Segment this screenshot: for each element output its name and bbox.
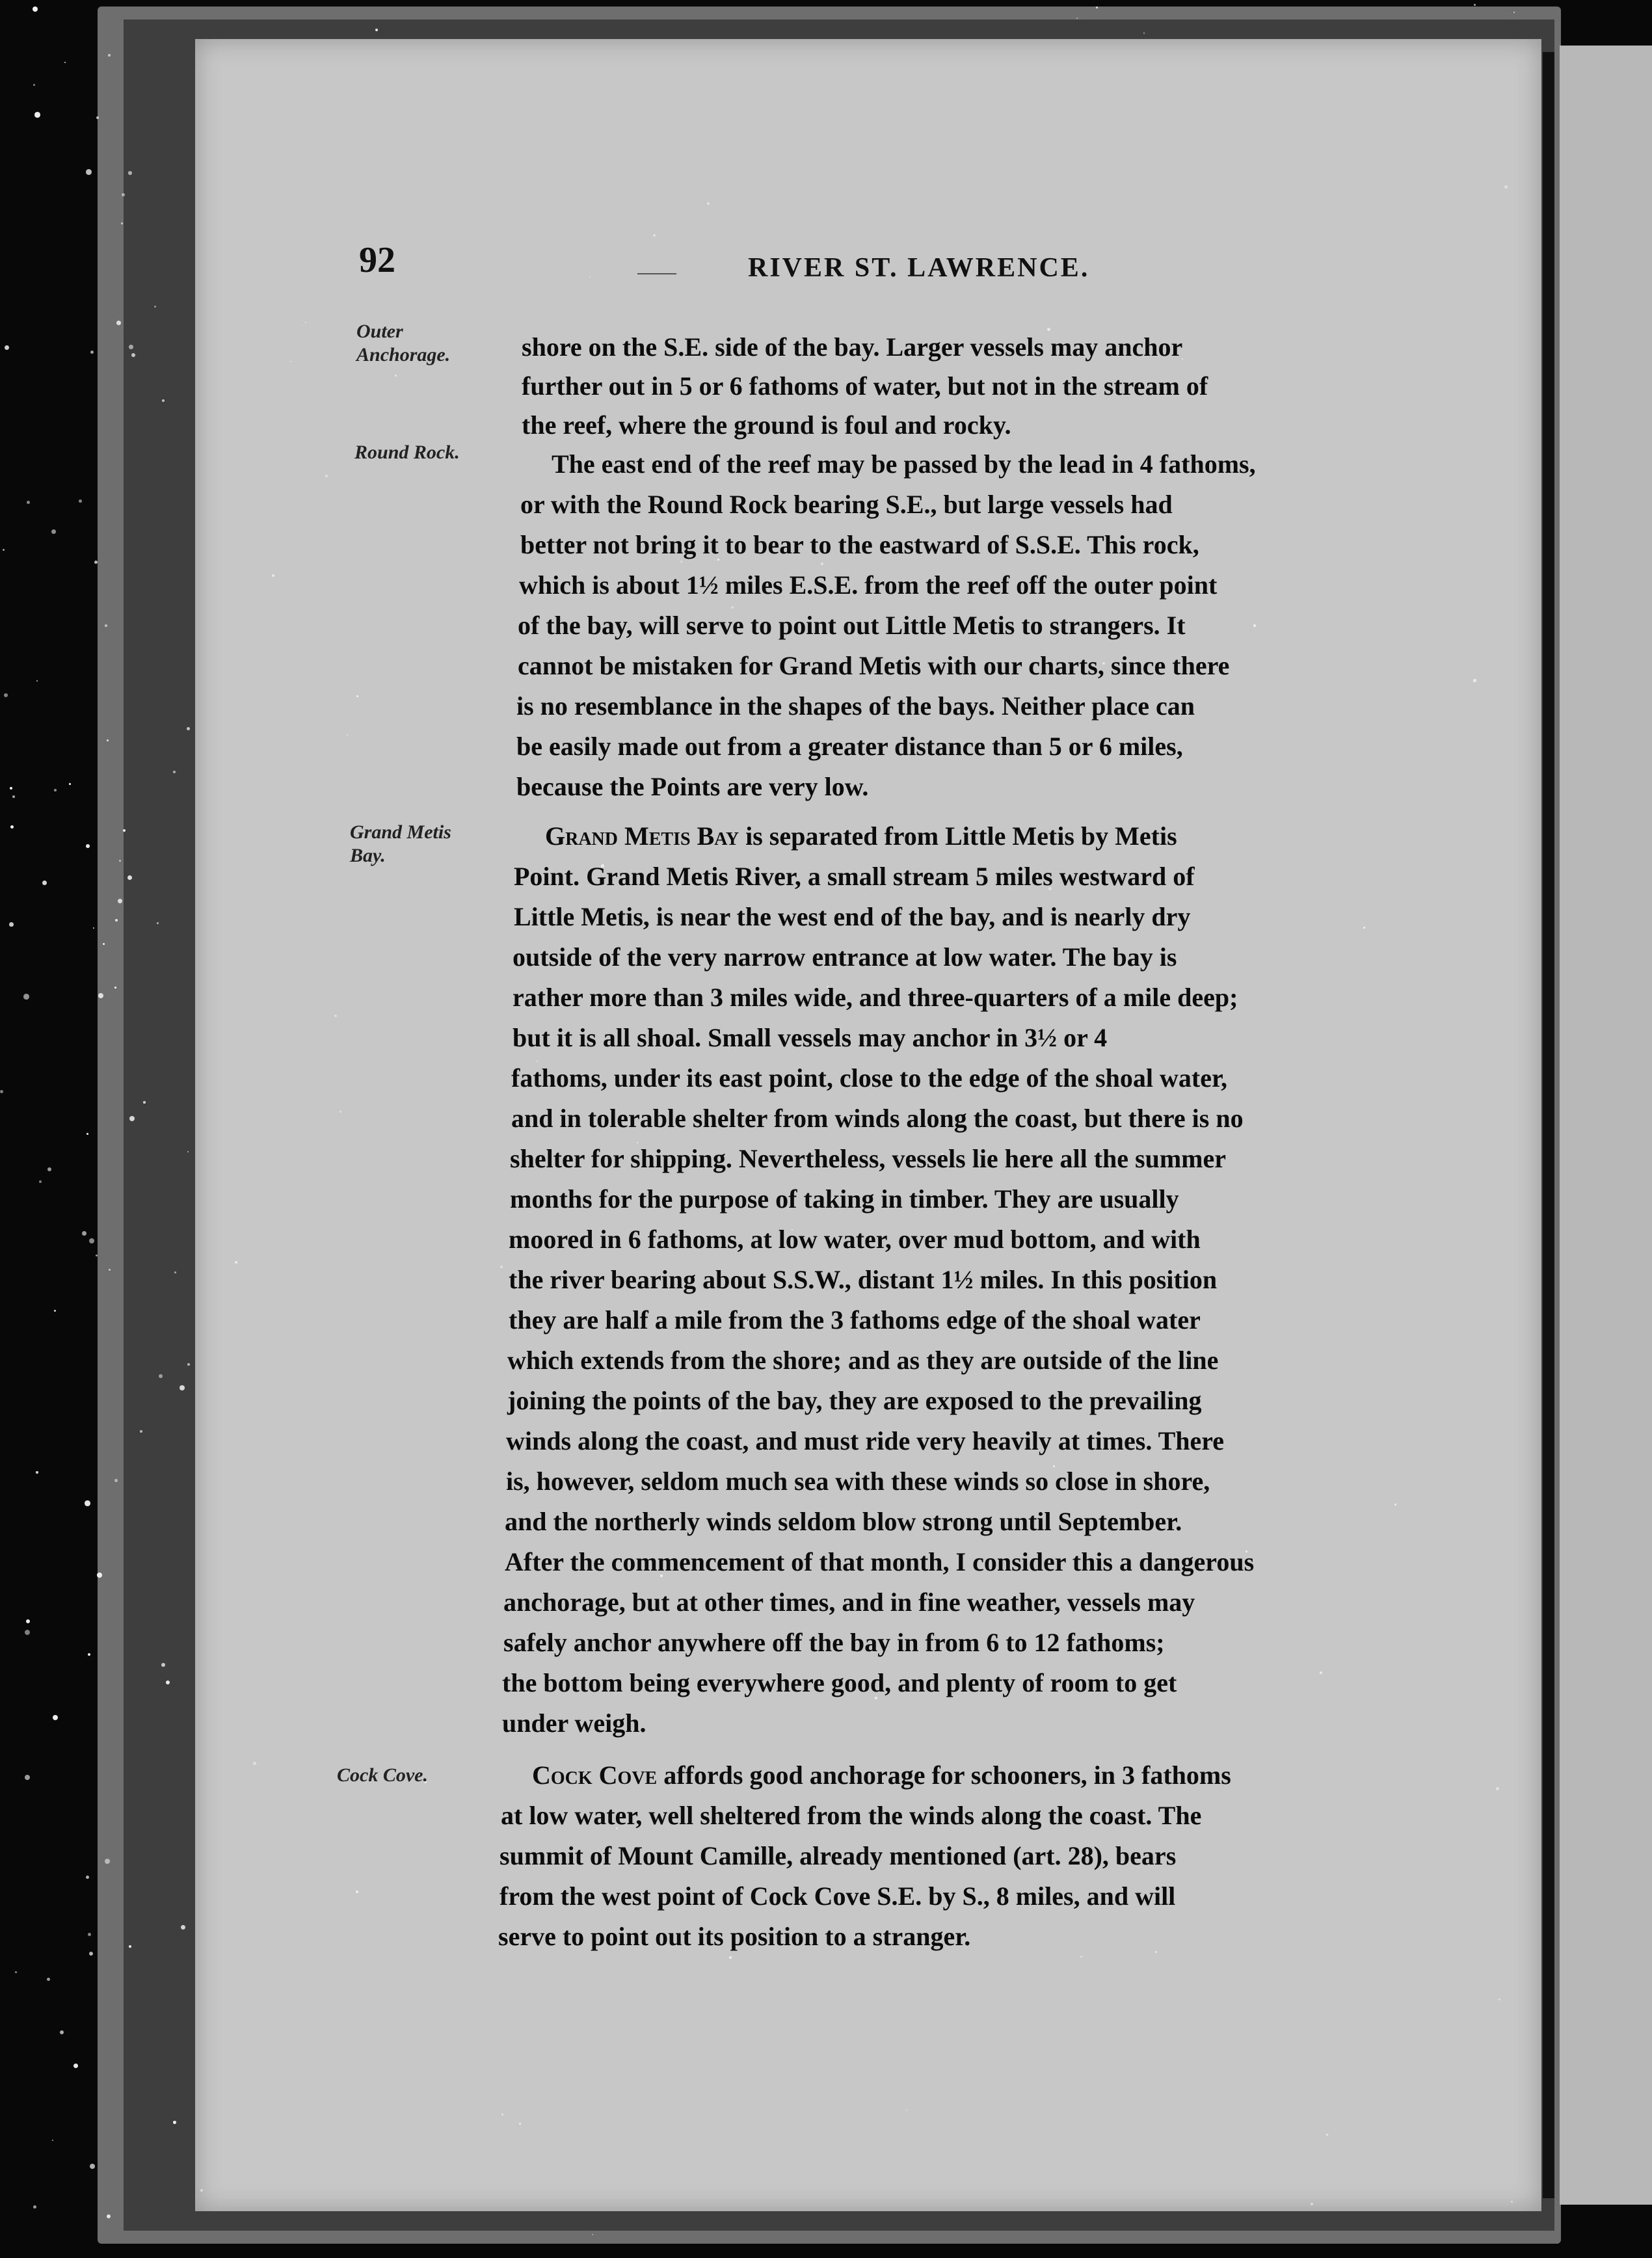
- text-line: the reef, where the ground is foul and rocky.: [522, 410, 1011, 440]
- gutter-shadow: [1543, 52, 1554, 2198]
- text-line: anchorage, but at other times, and in fine weather, vessels may: [503, 1587, 1195, 1617]
- text-line: [532, 1760, 1231, 1791]
- scan-speck: [33, 84, 35, 86]
- text-line: from the west point of Cock Cove S.E. by S., 8 miles, and will: [500, 1881, 1176, 1911]
- text-line: [545, 821, 1177, 852]
- scan-speck: [103, 943, 105, 945]
- scan-speck: [116, 321, 121, 325]
- sidenote-outer-anchorage: Outer Anchorage.: [356, 321, 451, 365]
- text-line: serve to point out its position to a stranger.: [498, 1922, 971, 1951]
- scan-speck: [173, 2121, 176, 2124]
- text-line: be easily made out from a greater distance than 5 or 6 miles,: [516, 732, 1183, 761]
- scan-speck: [500, 1266, 503, 1268]
- scan-speck: [166, 1680, 170, 1684]
- text-line: the bottom being everywhere good, and plenty of room to get: [502, 1668, 1177, 1697]
- scan-speck: [114, 987, 116, 989]
- text-line: but it is all shoal. Small vessels may anchor in 3½ or 4: [513, 1023, 1108, 1052]
- scan-speck: [86, 169, 92, 175]
- scan-speck: [87, 1133, 88, 1135]
- scan-speck: [272, 574, 274, 577]
- scan-speck: [395, 375, 397, 377]
- scan-speck: [96, 116, 99, 119]
- scan-speck: [157, 922, 159, 924]
- text-line: shelter for shipping. Nevertheless, vessels lie here all the summer: [510, 1144, 1226, 1173]
- facing-page-edge: [1560, 46, 1652, 2205]
- text-line: which is about 1½ miles E.S.E. from the reef off the outer point: [519, 570, 1218, 600]
- text-line: Little Metis, is near the west end of the bay, and is nearly dry: [514, 902, 1191, 931]
- scan-speck: [128, 171, 132, 175]
- scan-speck: [1080, 1956, 1082, 1958]
- scan-speck: [1496, 1787, 1499, 1790]
- text-line: they are half a mile from the 3 fathoms edge of the shoal water: [509, 1305, 1201, 1335]
- scan-speck: [96, 1255, 98, 1256]
- text-line: because the Points are very low.: [516, 772, 869, 801]
- text-line: at low water, well sheltered from the winds along the coast. The: [501, 1801, 1202, 1830]
- scan-speck: [180, 1385, 185, 1390]
- scan-speck: [1096, 7, 1098, 8]
- scan-speck: [79, 499, 82, 503]
- scan-speck: [69, 783, 71, 785]
- scan-speck: [15, 1971, 17, 1973]
- scan-speck: [25, 1630, 30, 1635]
- scan-speck: [1473, 679, 1476, 682]
- scan-speck: [82, 1231, 87, 1236]
- text-line: cannot be mistaken for Grand Metis with our charts, since there: [518, 651, 1230, 680]
- text-line: fathoms, under its east point, close to the edge of the shoal water,: [511, 1063, 1228, 1093]
- scan-speck: [42, 881, 47, 885]
- scan-speck: [253, 1762, 256, 1765]
- section-lead-cock-cove: Cock Cove: [532, 1760, 658, 1790]
- scan-speck: [129, 345, 133, 349]
- text-line: or with the Round Rock bearing S.E., but large vessels had: [520, 490, 1173, 519]
- scan-speck: [140, 1430, 142, 1433]
- section-lead-grand-metis-bay: Grand Metis Bay: [545, 821, 739, 851]
- text-line: the river bearing about S.S.W., distant 1½ miles. In this position: [509, 1265, 1218, 1294]
- scan-speck: [86, 844, 90, 848]
- scan-speck: [707, 202, 710, 205]
- scan-speck: [131, 353, 135, 357]
- scan-speck: [12, 795, 15, 798]
- text-line: After the commencement of that month, I consider this a dangerous: [505, 1547, 1255, 1576]
- scan-speck: [122, 193, 125, 196]
- scan-speck: [9, 922, 14, 927]
- scan-speck: [105, 1859, 110, 1864]
- text-line: outside of the very narrow entrance at low water. The bay is: [513, 942, 1177, 972]
- scan-speck: [85, 1500, 90, 1506]
- sidenote-grand-metis-bay: Grand Metis Bay.: [350, 821, 451, 866]
- text-line: better not bring it to bear to the eastward of S.S.E. This rock,: [520, 530, 1199, 559]
- scan-speck: [161, 1663, 165, 1667]
- text-line: which extends from the shore; and as they are outside of the line: [507, 1346, 1219, 1375]
- scan-speck: [53, 1715, 58, 1720]
- scan-speck: [731, 606, 734, 609]
- scan-speck: [119, 860, 121, 862]
- text-run: is separated from Little Metis by Metis: [739, 821, 1177, 851]
- scan-speck: [5, 345, 9, 350]
- scan-speck: [680, 561, 682, 563]
- header-rule: [637, 273, 676, 274]
- scan-speck: [97, 1573, 102, 1578]
- text-line: safely anchor anywhere off the bay in from 6 to 12 fathoms;: [503, 1628, 1165, 1657]
- text-line: of the bay, will serve to point out Little Metis to strangers. It: [518, 611, 1186, 640]
- running-head: RIVER ST. LAWRENCE.: [748, 253, 1090, 283]
- scan-speck: [36, 1471, 38, 1474]
- scan-speck: [1474, 4, 1476, 6]
- page-number: 92: [359, 240, 395, 280]
- text-line: under weigh.: [502, 1708, 646, 1738]
- scan-speck: [52, 2140, 53, 2141]
- scan-speck: [94, 561, 98, 564]
- scan-speck: [115, 919, 118, 922]
- text-line: months for the purpose of taking in timber. They are usually: [510, 1184, 1179, 1214]
- scan-speck: [34, 112, 40, 118]
- text-line: Point. Grand Metis River, a small stream 5 miles westward of: [514, 862, 1195, 891]
- text-line: The east end of the reef may be passed by the lead in 4 fathoms,: [552, 449, 1256, 479]
- scan-speck: [47, 1167, 51, 1171]
- scan-speck: [200, 2189, 203, 2192]
- sidenote-round-rock: Round Rock.: [354, 442, 460, 463]
- scan-speck: [1253, 624, 1256, 627]
- scan-speck: [1504, 185, 1508, 189]
- scan-speck: [143, 1101, 146, 1104]
- text-line: is, however, seldom much sea with these winds so close in shore,: [506, 1467, 1210, 1496]
- scan-speck: [109, 1269, 111, 1271]
- text-line: summit of Mount Camille, already mentioned (art. 28), bears: [500, 1841, 1177, 1870]
- text-line: and in tolerable shelter from winds along the coast, but there is no: [511, 1104, 1244, 1133]
- scan-speck: [54, 1310, 56, 1312]
- scan-speck: [3, 549, 5, 551]
- scan-speck: [1047, 328, 1050, 331]
- scan-speck: [129, 1945, 131, 1948]
- scan-speck: [121, 222, 123, 224]
- text-line: moored in 6 fathoms, at low water, over mud bottom, and with: [509, 1225, 1201, 1254]
- text-line: winds along the coast, and must ride very heavily at times. There: [506, 1426, 1225, 1455]
- scan-speck: [23, 994, 29, 1000]
- scan-speck: [592, 2234, 593, 2235]
- text-line: and the northerly winds seldom blow strong until September.: [505, 1507, 1182, 1536]
- scan-speck: [1499, 1999, 1500, 2000]
- text-line: rather more than 3 miles wide, and three-quarters of a mile deep;: [513, 983, 1238, 1012]
- text-run: affords good anchorage for schooners, in 3 fathoms: [657, 1760, 1231, 1790]
- scan-speck: [519, 2123, 521, 2125]
- scan-speck: [173, 771, 176, 773]
- scan-speck: [33, 7, 38, 12]
- sidenote-cock-cove: Cock Cove.: [337, 1764, 428, 1786]
- scan-speck: [1511, 2201, 1513, 2203]
- text-line: is no resemblance in the shapes of the bays. Neither place can: [516, 691, 1195, 721]
- scan-speck: [174, 1271, 176, 1273]
- text-line: further out in 5 or 6 fathoms of water, but not in the stream of: [522, 371, 1208, 401]
- text-line: shore on the S.E. side of the bay. Larger vessels may anchor: [522, 332, 1183, 362]
- text-line: joining the points of the bay, they are exposed to the prevailing: [507, 1386, 1202, 1415]
- scan-speck: [159, 1374, 163, 1378]
